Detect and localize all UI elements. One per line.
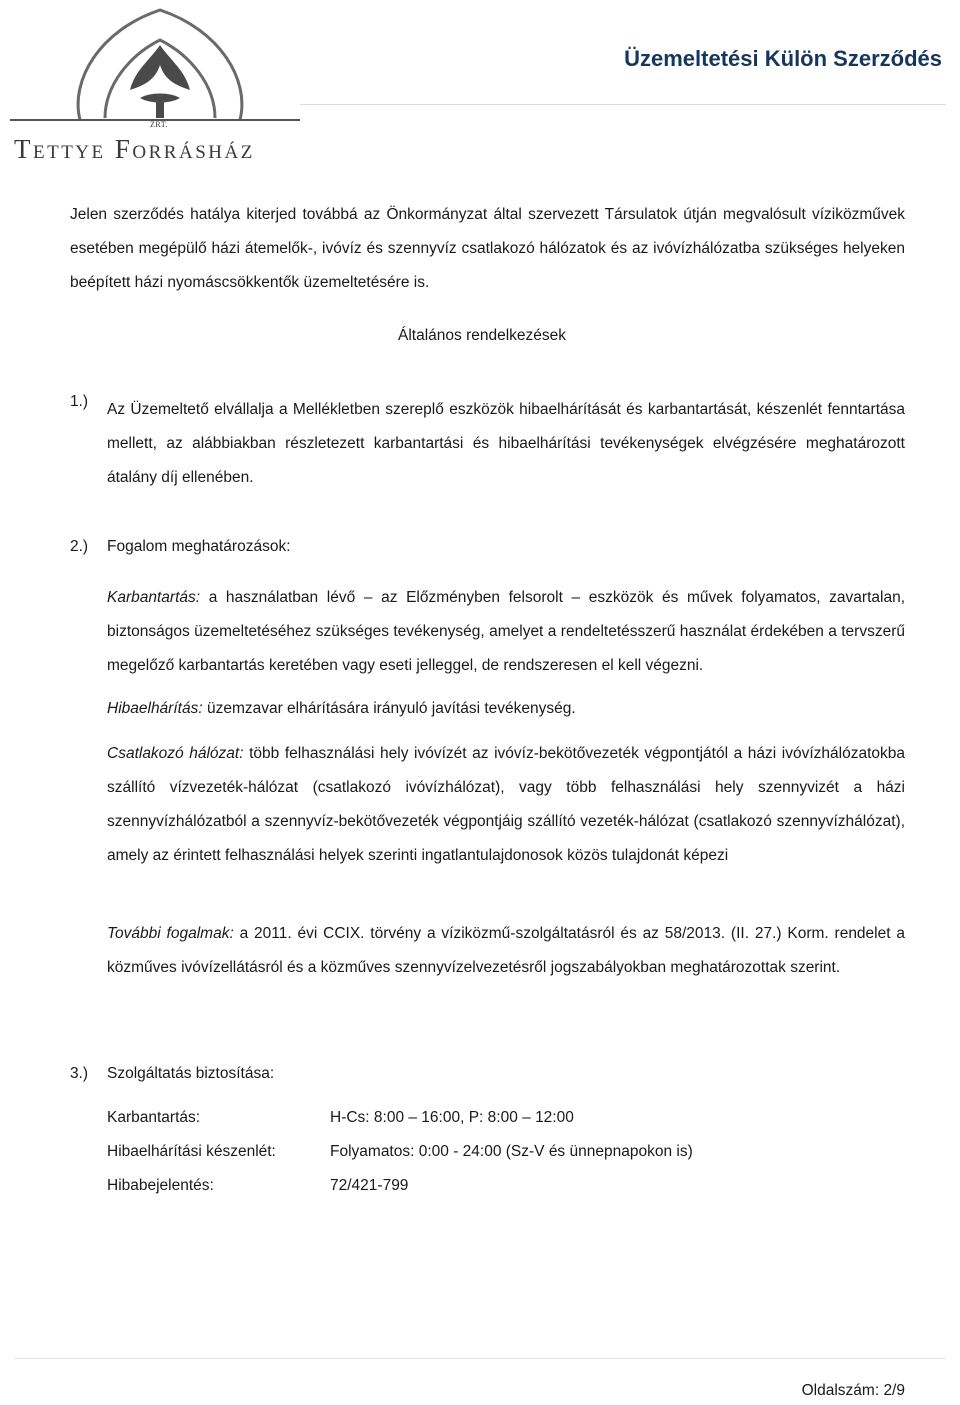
item-3-heading: Szolgáltatás biztosítása:: [107, 1065, 275, 1082]
definition-tovabbi-fogalmak: [107, 917, 905, 985]
definition-term: Hibaelhárítás:: [107, 700, 203, 717]
item-2-heading: Fogalom meghatározások:: [107, 538, 291, 555]
logo-emblem-icon: [10, 0, 300, 130]
header-divider: [300, 104, 946, 105]
item-3-number: 3.): [70, 1065, 89, 1082]
item-1-number: 1.): [70, 393, 89, 410]
logo-name: Tettye Forrásház: [14, 134, 255, 164]
page-number: Oldalszám: 2/9: [801, 1382, 905, 1399]
section-heading: Általános rendelkezések: [398, 327, 567, 344]
item-2-number: 2.): [70, 538, 89, 555]
service-label-fault-report: Hibabejelentés:: [107, 1177, 214, 1194]
logo-subtitle: ZRT.: [150, 120, 169, 129]
item-1-text: Az Üzemeltető elvállalja a Mellékletben szereplő eszközök hibaelhárítását és karbantartását, készenlét fenntartása mellett, az alábbiakban részletezett karbantartási és hibaelhárítási tevékenységek elvégzésére meghatározott átalány díj ellenében.: [107, 401, 905, 486]
definition-term: További fogalmak:: [107, 925, 234, 942]
document-title: Üzemeltetési Külön Szerződés: [624, 46, 942, 71]
service-label-standby: Hibaelhárítási készenlét:: [107, 1143, 276, 1160]
service-label-maintenance: Karbantartás:: [107, 1109, 201, 1126]
definition-term: Csatlakozó hálózat:: [107, 745, 244, 762]
definition-text: a 2011. évi CCIX. törvény a víziközmű-szolgáltatásról és az 58/2013. (II. 27.) Korm. rendelet a közműves ivóvízellátásról és a közműves szennyvízelvezetésről jogszabályokban meghatározottak szerint.: [107, 925, 905, 976]
definition-text: a használatban lévő – az Előzményben felsorolt – eszközök és művek folyamatos, zavartalan, biztonságos üzemeltetéséhez szükséges tevékenység, amelyet a rendeltetésszerű használat érdekében a tervszerű megelőző karbantartás keretében vagy eseti jelleggel, de rendszeresen el kell végezni.: [107, 589, 905, 674]
definition-hibaelharitas: [107, 692, 905, 726]
definition-text: több felhasználási hely ivóvízét az ivóvíz-bekötővezeték végpontjától a házi ivóvízhálózatokba szállító vízvezeték-hálózat (csatlakozó ivóvízhálózat), vagy több felhasználási hely szennyvizét a házi szennyvízhálózatból a szennyvíz-bekötővezeték végpontjáig szállító vezeték-hálózat (csatlakozó szennyvízhálózat), amely az érintett felhasználási helyek szerinti ingatlantulajdonosok közös tulajdonát képezi: [107, 745, 905, 864]
footer-divider: [14, 1358, 946, 1359]
definition-term: Karbantartás:: [107, 589, 201, 606]
company-logo: [10, 0, 300, 168]
service-value-standby: Folyamatos: 0:00 - 24:00 (Sz-V és ünnepnapokon is): [330, 1143, 693, 1160]
definition-karbantartas: [107, 581, 905, 683]
service-value-maintenance: H-Cs: 8:00 – 16:00, P: 8:00 – 12:00: [330, 1109, 574, 1126]
intro-paragraph: Jelen szerződés hatálya kiterjed továbbá az Önkormányzat által szervezett Társulatok útján megvalósult víziközművek esetében megépülő házi átemelők-, ivóvíz és szennyvíz csatlakozó hálózatok és az ivóvízhálózatba szükséges helyeken beépített házi nyomáscsökkentők üzemeltetésére is.: [70, 206, 905, 291]
service-value-fault-report: 72/421-799: [330, 1177, 409, 1194]
definition-csatlakozo-halozat: [107, 737, 905, 873]
definition-text: üzemzavar elhárítására irányuló javítási tevékenység.: [202, 700, 576, 717]
